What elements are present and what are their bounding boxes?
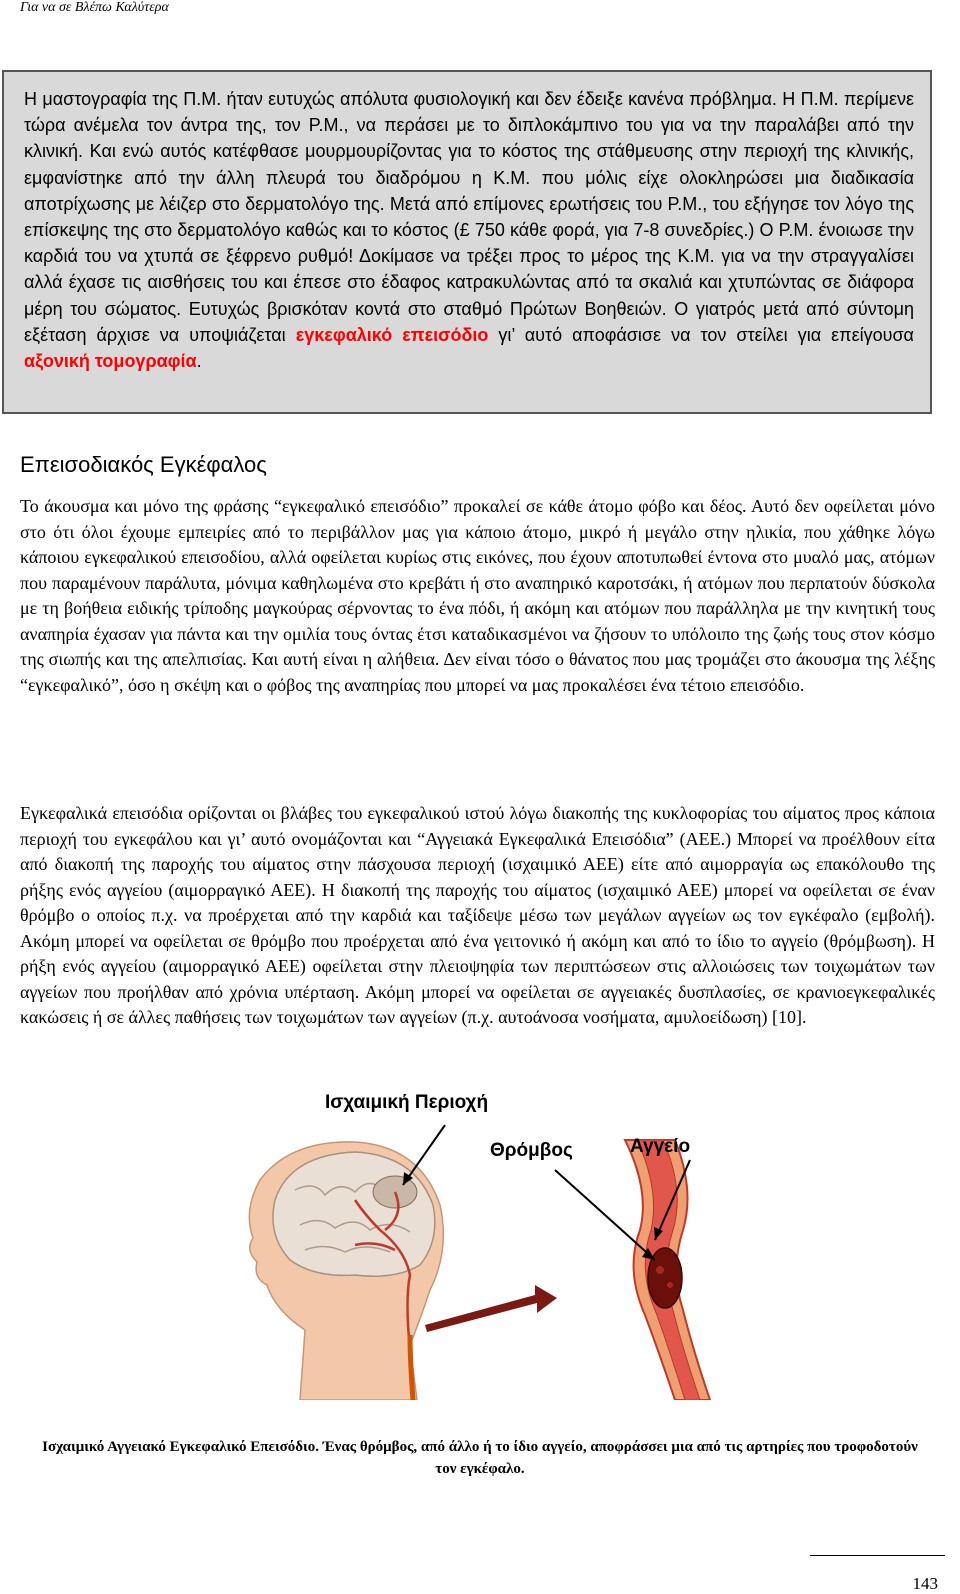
paragraph-2: Εγκεφαλικά επεισόδια ορίζονται οι βλάβες του εγκεφαλικού ιστού λόγω διακοπής της κυκλοφορίας του αίματος προς κάποια περιοχή του εγκεφάλου και γι’ αυτό ονομάζονται και “Αγγειακά Εγκεφαλικά Επεισόδια” (ΑΕΕ.) Μπορεί να προέλθουν είτα από διακοπή της παροχής του αίματος στην πάσχουσα περιοχή (ισχαιμικό ΑΕΕ) είτε από αιμορραγία ως επακόλουθο της ρήξης ενός αγγείου (αιμορραγικό ΑΕΕ). Η διακοπή της παροχής του αίματος (ισχαιμικό ΑΕΕ) μπορεί να οφείλεται σε έναν θρόμβο ο οποίος π.χ. να προέρχεται από την καρδιά και ταξίδεψε μέσω των μεγάλων αγγείων ως τον εγκέφαλο (εμβολή). Ακόμη μπορεί να οφείλεται σε θρόμβο που προέρχεται από ένα γειτονικό ή ακόμη και από το ίδιο το αγγείο (θρόμβωση). Η ρήξη ενός αγγείου (αιμορραγικό ΑΕΕ) οφείλεται στην πλειοψηφία των περιπτώσεων στις αλλοιώσεις των τοιχωμάτων των αγγείων που προήλθαν από χρόνια υπέρταση. Ακόμη μπορεί να οφείλεται σε αγγειακές δυσπλασίες, σε κρανιοεγκεφαλικές κακώσεις ή σε άλλες παθήσεις των τοιχωμάτων των αγγείων (π.χ. αυτοάνοσα νοσήματα, αμυλοείδωση) [10]. bbox=[20, 803, 935, 1027]
paragraph-1: Το άκουσμα και μόνο της φράσης “εγκεφαλικό επεισόδιο” προκαλεί σε κάθε άτομο φόβο και δέος. Αυτό δεν οφείλεται μόνο στο ότι όλοι έχουμε εμπειρίες από το περιβάλλον μας για κάποιο άτομο, μικρό ή μεγάλο στην ηλικία, που χάθηκε λόγω κάποιου εγκεφαλικού επεισοδίου, αλλά οφείλεται κυρίως στις εικόνες, που έχουν αποτυπωθεί έντονα στο μυαλό μας, ατόμων που παραμένουν παράλυτα, μόνιμα καθηλωμένα στο κρεβάτι ή στο αναπηρικό καροτσάκι, ή ατόμων που περπατούν δύσκολα με τη βοήθεια ειδικής τρίποδης μαγκούρας σέρνοντας το ένα πόδι, ή ακόμη και ατόμων που παράλληλα με την κινητική τους αναπηρία έχασαν για πάντα και την ομιλία τους όντας έτσι καταδικασμένοι να ζήσουν το υπόλοιπο της ζωής τους στον κόσμο της σιωπής και της απελπισίας. Και αυτή είναι η αλήθεια. Δεν είναι τόσο ο θάνατος που μας τρομάζει στο άκουσμα της λέξης “εγκεφαλικό”, όσο η σκέψη και ο φόβος της αναπηρίας που μπορεί να μας προκαλέσει ένα τέτοιο επεισόδιο. bbox=[20, 496, 935, 695]
story-text-3: . bbox=[196, 351, 202, 372]
story-highlight-stroke: εγκεφαλικό επεισόδιο bbox=[295, 324, 489, 345]
story-text-2: γι’ αυτό αποφάσισε να τον στείλει για επείγουσα bbox=[498, 324, 914, 345]
running-header: Για να σε Βλέπω Καλύτερα bbox=[20, 0, 169, 15]
label-vessel: Αγγείο bbox=[630, 1136, 691, 1157]
figure-caption: Ισχαιμικό Αγγειακό Εγκεφαλικό Επεισόδιο. Ένας θρόμβος, από άλλο ή το ίδιο αγγείο, αποφράσσει μια από τις αρτηρίες που τροφοδοτούν τον εγκέφαλο. bbox=[42, 1439, 918, 1477]
footer-divider bbox=[810, 1555, 945, 1556]
brain bbox=[273, 1152, 435, 1276]
label-ischemic-area: Ισχαιμική Περιοχή bbox=[325, 1092, 489, 1113]
label-thrombus: Θρόμβος bbox=[490, 1140, 573, 1161]
story-box bbox=[2, 70, 932, 414]
neck-artery bbox=[410, 1335, 413, 1400]
page-number: 143 bbox=[912, 1574, 938, 1593]
pointer-arrow bbox=[425, 1285, 557, 1332]
stroke-figure bbox=[205, 1092, 750, 1400]
story-highlight-ct: αξονική τομογραφία bbox=[24, 351, 197, 372]
section-title: Επεισοδιακός Εγκέφαλος bbox=[20, 452, 267, 477]
story-text-1: Η μαστογραφία της Π.Μ. ήταν ευτυχώς απόλυτα φυσιολογική και δεν έδειξε κανένα πρόβλημα. Η Π.Μ. περίμενε τώρα ανέμελα τον άντρα της, τον Ρ.Μ., να περάσει με το διπλοκάμπινο του για να την παραλάβει από την κλινική. Και ενώ αυτός κατέφθασε μουρμουρίζοντας για το κόστος της στάθμευσης στην περιοχή της κλινικής, εμφανίστηκε από την άλλη πλευρά του διαδρόμου η Κ.Μ. που μόλις είχε ολοκληρώσει μια διαδικασία αποτρίχωσης με λέιζερ στο δερματολόγο της. Μετά από επίμονες ερωτήσεις του Ρ.Μ., του εξήγησε τον λόγο της επίσκεψης της στο δερματολόγο καθώς και το κόστος (£ 750 κάθε φορά, για 7-8 συνεδρίες.) Ο Ρ.Μ. ένοιωσε την καρδιά του να χτυπά σε ξέφρενο ρυθμό! Δοκίμασε να τρέξει προς το μέρος της Κ.Μ. για να την στραγγαλίσει αλλά έχασε τις αισθήσεις του και έπεσε στο έδαφος κατρακυλώντας από τα σκαλιά και χτυπώντας σε διάφορα μέρη του σώματος. Ευτυχώς βρισκόταν κοντά στο σταθμό Πρώτων Βοηθειών. Ο γιατρός μετά από σύντομη εξέταση άρχισε να υποψιάζεται bbox=[24, 89, 914, 345]
